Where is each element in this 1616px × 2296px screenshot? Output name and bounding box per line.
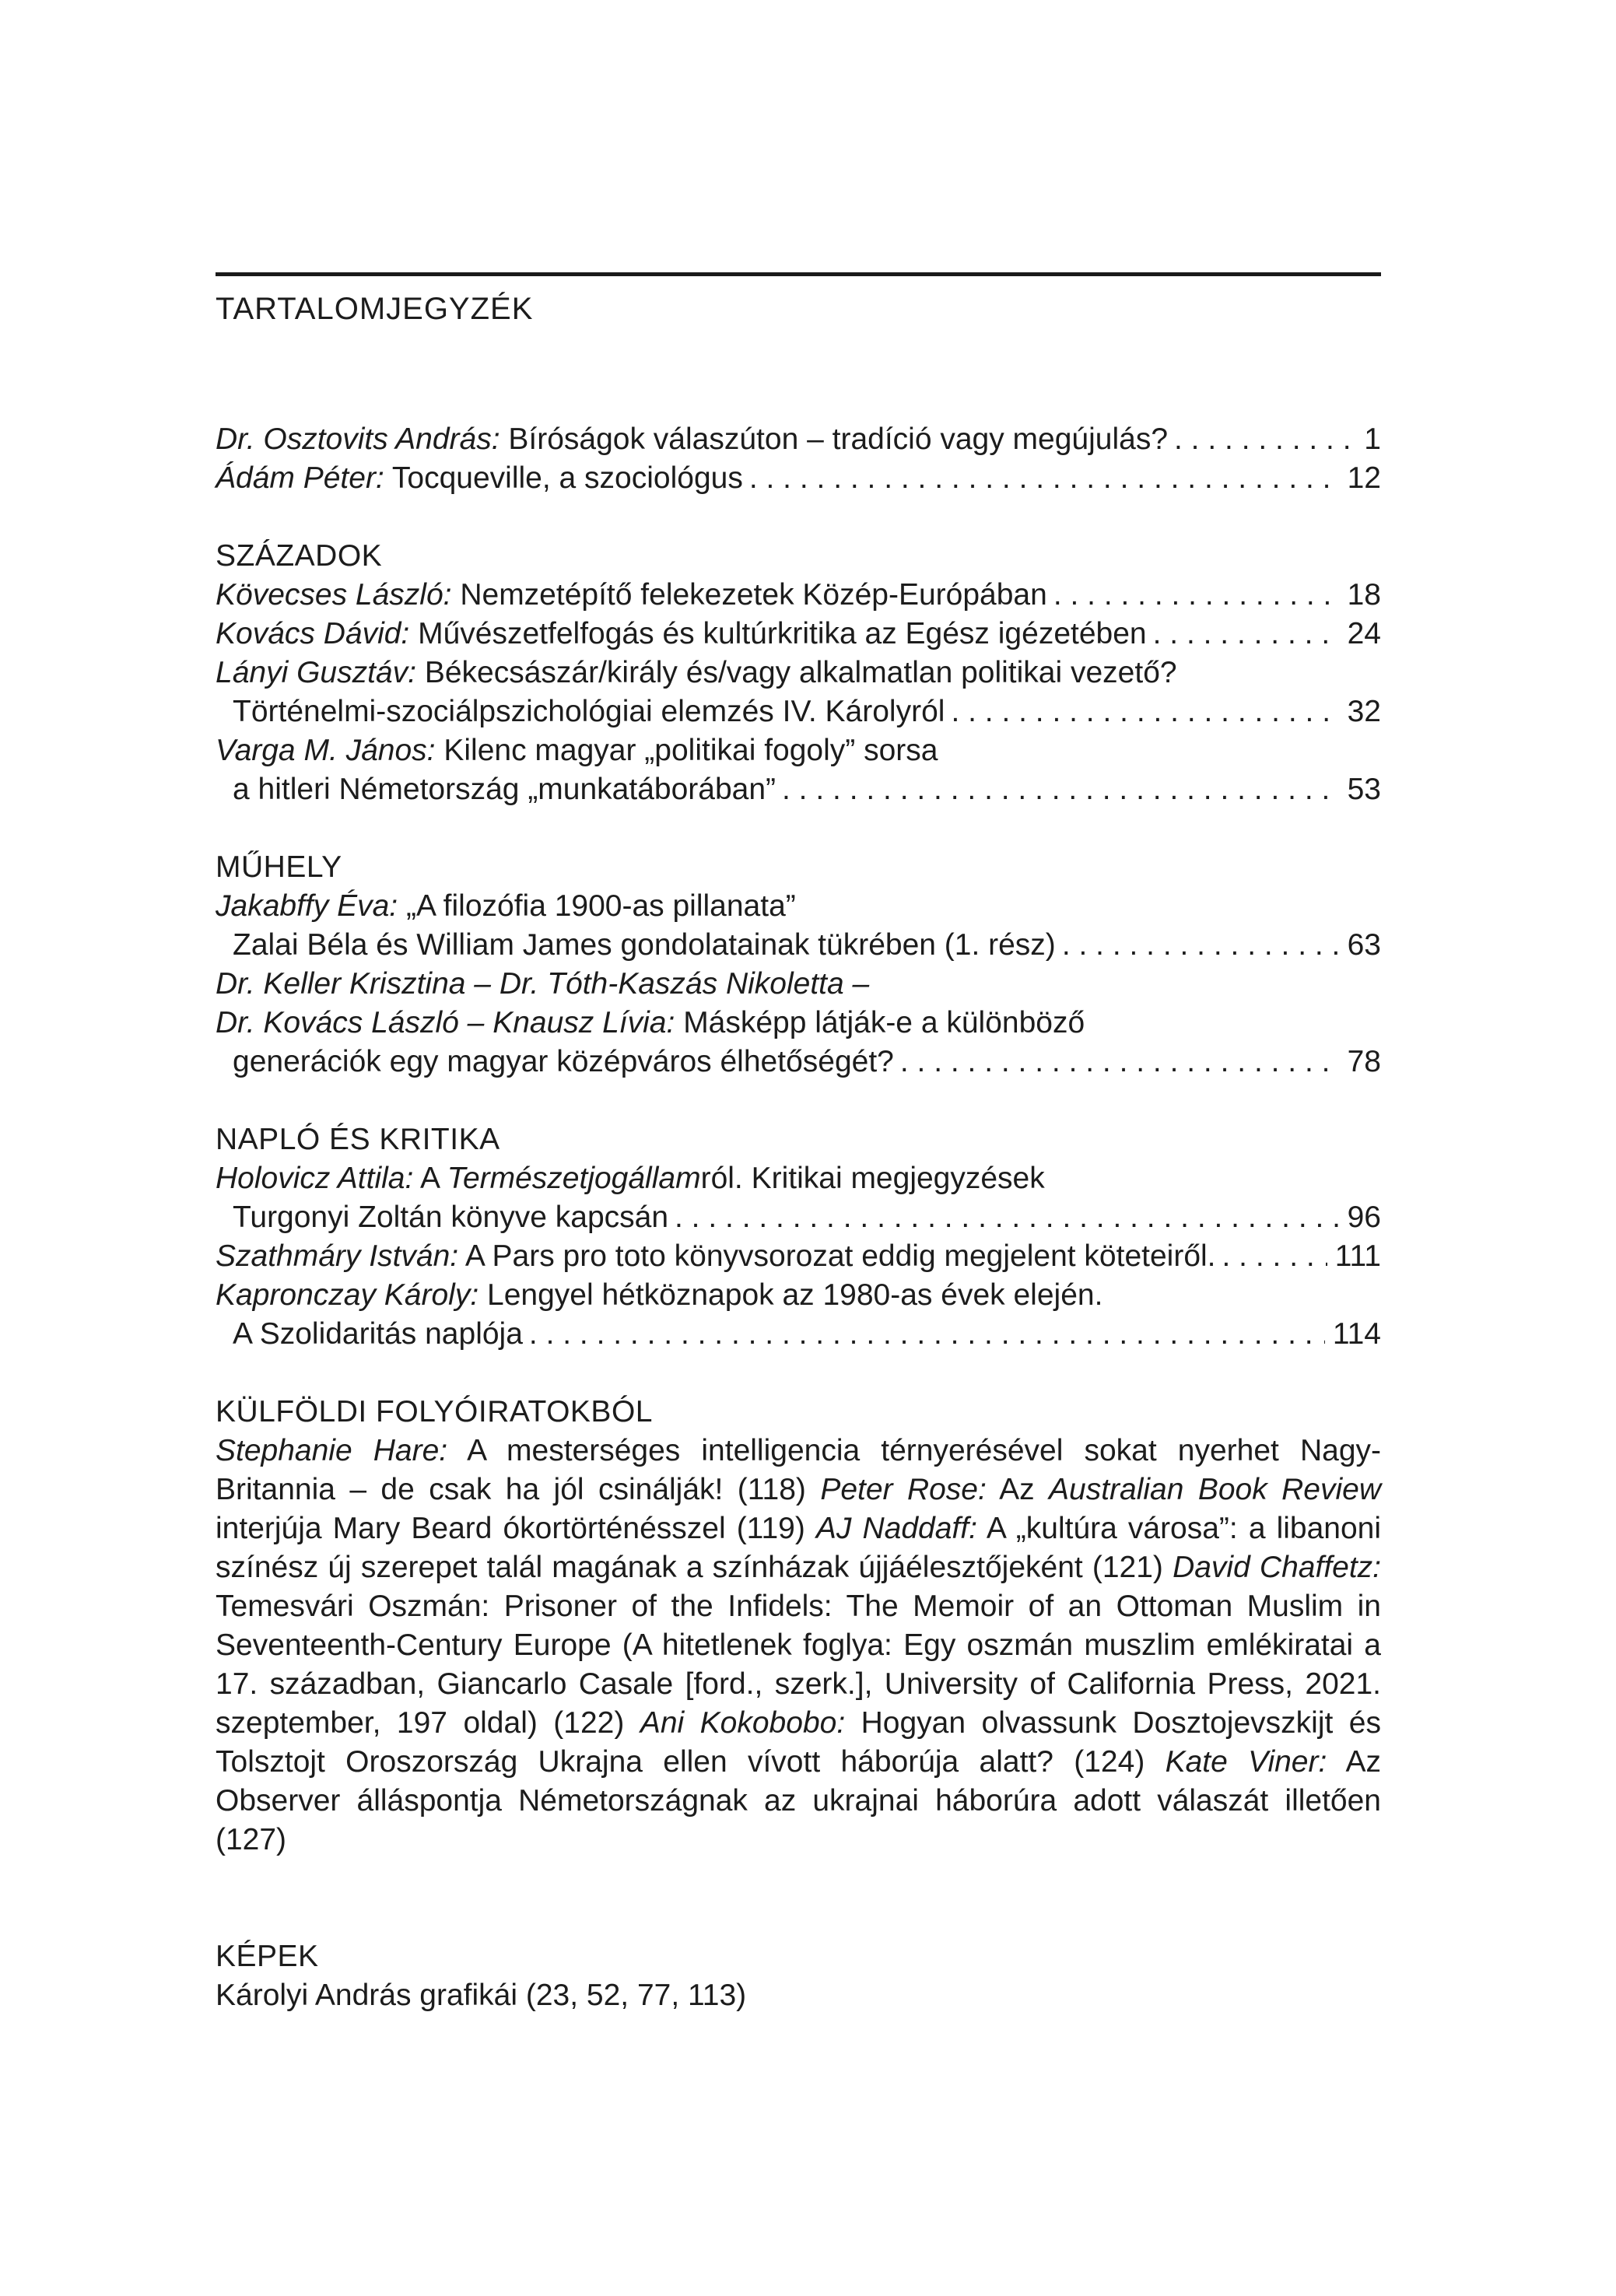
entry-author: Kovács Dávid: [216, 617, 410, 650]
entry-title-post: ról. Kritikai megjegyzések [700, 1162, 1045, 1195]
entry-title: Az [986, 1473, 1049, 1506]
entry-page: 114 [1332, 1317, 1381, 1351]
entry-title: Másképp látják-e a különböző [683, 1006, 1085, 1039]
entry-title: Lengyel hétköznapok az 1980-as évek elején. [487, 1278, 1103, 1312]
entry-title: Történelmi-szociálpszichológiai elemzés IV. Károlyról [233, 695, 945, 728]
leader-dots [668, 1198, 1340, 1237]
entry-author: Varga M. János: [216, 734, 436, 767]
images-credit: Károlyi András grafikái (23, 52, 77, 113) [216, 1979, 747, 2012]
toc-entry-line[interactable] [216, 1004, 1381, 1043]
entry-author: Ani Kokobobo: [640, 1706, 846, 1740]
entry-author: David Chaffetz: [1173, 1551, 1381, 1584]
entry-title: Kilenc magyar „politikai fogoly” sorsa [443, 734, 938, 767]
entry-title: „A filozófia 1900-as pillanata” [405, 889, 796, 923]
page-title: TARTALOMJEGYZÉK [216, 292, 534, 326]
entry-title: A mesterséges intelligencia térnyerésével sokat nyerhet Nagy-Britannia – de csak ha jól csinálják! (118) [216, 1434, 1382, 1506]
toc-entry-cont[interactable] [216, 1315, 1381, 1354]
entry-title: Az Observer álláspontja Németországnak az ukrajnai háborúra adott válaszát illetően (127) [216, 1745, 1381, 1856]
entry-title: a hitleri Németország „munkatáborában” [233, 773, 776, 806]
entry-title: Nemzetépítő felekezetek Közép-Európában [460, 578, 1047, 612]
entry-title: Zalai Béla és William James gondolatainak tükrében (1. rész) [233, 928, 1056, 962]
entry-author: Kapronczay Károly: [216, 1278, 479, 1312]
entry-title: interjúja Mary Beard ókortörténésszel (119) [216, 1512, 816, 1545]
leader-dots [776, 770, 1340, 809]
section-heading: NAPLÓ ÉS KRITIKA [216, 1123, 500, 1156]
toc-group-kulfoldi [216, 1393, 1381, 1860]
entry-page: 32 [1347, 695, 1381, 728]
entry-page: 1 [1364, 422, 1381, 456]
leader-dots [894, 1043, 1340, 1081]
entry-page: 63 [1347, 928, 1381, 962]
entry-title: A Pars pro toto könyvsorozat eddig megjelent köteteiről. [464, 1239, 1216, 1273]
toc-entry-cont[interactable] [216, 1198, 1381, 1237]
section-heading: MŰHELY [216, 850, 342, 884]
entry-author: Stephanie Hare: [216, 1434, 448, 1467]
toc-entry[interactable] [216, 420, 1381, 459]
entry-title-pre: A [420, 1162, 447, 1195]
leader-dots [1216, 1237, 1327, 1276]
toc-group-muhely [216, 848, 1381, 1081]
section-heading: SZÁZADOK [216, 539, 383, 573]
toc-content [216, 420, 1381, 2015]
entry-title-italic: Természetjogállam [447, 1162, 701, 1195]
entry-author: Dr. Osztovits András: [216, 422, 500, 456]
toc-entry-cont[interactable] [216, 692, 1381, 731]
entry-author: Szathmáry István: [216, 1239, 459, 1273]
spacer [216, 1860, 1381, 1937]
toc-entry[interactable] [216, 615, 1381, 654]
entry-page: 24 [1347, 617, 1381, 650]
entry-title: A „kultúra városa”: a libanoni színész új szerepet talál magának a színházak újjáélesztőjeként (121) [216, 1512, 1382, 1584]
toc-entry-line[interactable] [216, 654, 1381, 692]
entry-page: 18 [1347, 578, 1381, 612]
toc-group-intro [216, 420, 1381, 498]
entry-title: Békecsászár/király és/vagy alkalmatlan politikai vezető? [424, 656, 1177, 689]
leader-dots [743, 459, 1340, 498]
entry-page: 111 [1334, 1239, 1381, 1273]
entry-title: Hogyan olvassunk Dosztojevszkijt és Tolsztojt Oroszország Ukrajna ellen vívott háborúja alatt? (124) [216, 1706, 1381, 1779]
toc-entry-line[interactable] [216, 887, 1381, 926]
entry-page: 96 [1347, 1201, 1381, 1234]
entry-author: Holovicz Attila: [216, 1162, 414, 1195]
entry-title: Tocqueville, a szociológus [391, 461, 743, 495]
entry-page: 78 [1347, 1045, 1381, 1078]
leader-dots [1168, 420, 1356, 459]
leader-dots [945, 692, 1339, 731]
leader-dots [523, 1315, 1325, 1354]
toc-entry-cont[interactable] [216, 770, 1381, 809]
toc-entry-cont[interactable] [216, 1043, 1381, 1081]
foreign-journals-paragraph [216, 1432, 1381, 1860]
entry-author: Peter Rose: [820, 1473, 987, 1506]
toc-entry[interactable] [216, 576, 1381, 615]
toc-group-naplo [216, 1120, 1381, 1354]
entry-title: generációk egy magyar középváros élhetőségét? [233, 1045, 894, 1078]
entry-title: A Szolidaritás naplója [233, 1317, 523, 1351]
toc-entry[interactable] [216, 459, 1381, 498]
leader-dots [1147, 615, 1340, 654]
section-heading: KÜLFÖLDI FOLYÓIRATOKBÓL [216, 1395, 653, 1428]
entry-title: Bíróságok válaszúton – tradíció vagy megújulás? [508, 422, 1169, 456]
leader-dots [1056, 926, 1340, 965]
entry-authors: Dr. Keller Krisztina – Dr. Tóth-Kaszás Nikoletta – [216, 967, 870, 1001]
top-rule [216, 272, 1381, 276]
toc-entry-cont[interactable] [216, 926, 1381, 965]
entry-title: Temesvári Oszmán: Prisoner of the Infidels: The Memoir of an Ottoman Muslim in Seventeenth-Century Europe (A hitetlenek foglya: Egy oszmán muszlim emlékiratai a 17. században, Giancarlo Casale [ford., szerk.], University of California Press, 2021. szeptember, 197 oldal) (122) [216, 1590, 1381, 1740]
entry-page: 53 [1347, 773, 1381, 806]
entry-page: 12 [1347, 461, 1381, 495]
entry-author: Ádám Péter: [216, 461, 384, 495]
entry-authors: Dr. Kovács László – Knausz Lívia: [216, 1006, 675, 1039]
toc-entry[interactable] [216, 1237, 1381, 1276]
entry-author: Kövecses László: [216, 578, 452, 612]
toc-entry-line[interactable] [216, 731, 1381, 770]
entry-author: Jakabffy Éva: [216, 889, 398, 923]
entry-author: AJ Naddaff: [815, 1512, 977, 1545]
toc-group-szazadok [216, 537, 1381, 809]
leader-dots [1047, 576, 1340, 615]
entry-title: Turgonyi Zoltán könyve kapcsán [233, 1201, 669, 1234]
toc-entry-line[interactable] [216, 1276, 1381, 1315]
entry-author: Kate Viner: [1165, 1745, 1327, 1779]
toc-group-kepek [216, 1937, 1381, 2015]
toc-entry-line[interactable] [216, 1159, 1381, 1198]
entry-author: Lányi Gusztáv: [216, 656, 416, 689]
section-heading: KÉPEK [216, 1940, 319, 1973]
entry-title: Művészetfelfogás és kultúrkritika az Egész igézetében [418, 617, 1147, 650]
entry-title-italic: Australian Book Review [1049, 1473, 1381, 1506]
